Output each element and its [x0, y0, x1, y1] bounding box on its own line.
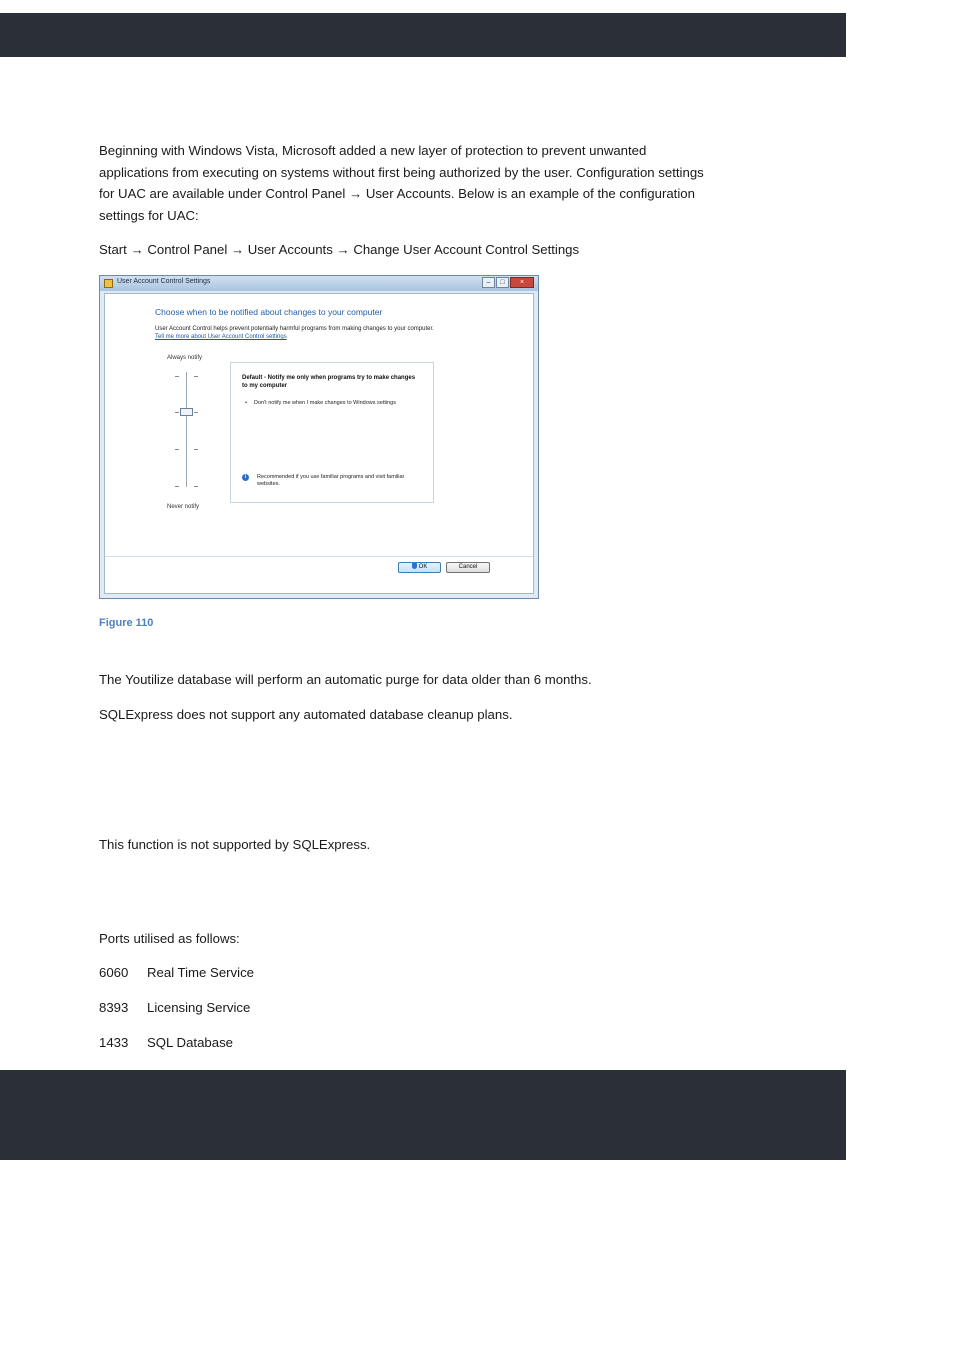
ok-button-label: OK [418, 564, 428, 570]
port-row [99, 1033, 233, 1053]
footer-band [0, 1070, 846, 1160]
slider-tick [175, 486, 179, 487]
footer-separator [105, 556, 533, 557]
slider-tick [175, 412, 179, 413]
ok-button[interactable] [398, 562, 441, 573]
uac-shield-icon [104, 279, 113, 288]
navigation-path: Start → Control Panel → User Accounts → Change User Account Control Settings [99, 242, 580, 257]
shield-icon [412, 563, 417, 569]
port-service: Real Time Service [147, 965, 254, 980]
notify-slider-track[interactable] [186, 372, 187, 487]
slider-tick [175, 449, 179, 450]
sqlexpress-cleanup-paragraph: SQLExpress does not support any automated database cleanup plans. [99, 707, 513, 722]
info-icon: i [242, 474, 249, 481]
setting-bullet-text: Don't notify me when I make changes to Windows settings [254, 400, 396, 406]
bullet-icon: • [245, 400, 247, 406]
window-titlebar [100, 276, 538, 291]
notify-slider-thumb[interactable] [180, 408, 193, 416]
close-icon[interactable]: × [510, 277, 534, 288]
cancel-button-label: Cancel [458, 564, 478, 570]
slider-tick [194, 486, 198, 487]
ports-intro: Ports utilised as follows: [99, 931, 240, 946]
slider-top-label: Always notify [167, 355, 203, 361]
purge-paragraph: The Youtilize database will perform an automatic purge for data older than 6 months. [99, 672, 592, 687]
port-row [99, 963, 254, 983]
port-number: 6060 [99, 965, 129, 980]
slider-tick [194, 412, 198, 413]
slider-bottom-label: Never notify [167, 504, 200, 510]
port-service: Licensing Service [147, 1000, 251, 1015]
setting-description-box [230, 362, 434, 503]
port-number: 8393 [99, 1000, 129, 1015]
port-row [99, 998, 250, 1018]
window-controls [482, 277, 534, 288]
cancel-button[interactable] [446, 562, 490, 573]
intro-paragraph: Beginning with Windows Vista, Microsoft added a new layer of protection to prevent unwanted applications from executing on systems without first being authorized by the user. Configuration settings for UAC are available under Control Panel → User Accounts. Below is an example of the configuration settings for UAC: [99, 143, 704, 223]
recommendation-text: Recommended if you use familiar programs and visit familiar websites. [257, 474, 405, 487]
window-title: User Account Control Settings [117, 278, 211, 285]
header-band [0, 13, 846, 57]
slider-tick [194, 449, 198, 450]
port-number: 1433 [99, 1035, 129, 1050]
figure-caption: Figure 110 [99, 617, 154, 629]
setting-title: Default - Notify me only when programs try to make changes to my computer [242, 375, 416, 389]
function-paragraph: This function is not supported by SQLExpress. [99, 837, 371, 852]
window-client-area [104, 293, 534, 594]
minimize-icon[interactable]: – [482, 277, 495, 288]
uac-settings-screenshot [99, 275, 539, 599]
port-service: SQL Database [147, 1035, 234, 1050]
uac-description: User Account Control helps prevent potentially harmful programs from making changes to your computer. [155, 326, 434, 332]
slider-tick [175, 376, 179, 377]
learn-more-link[interactable]: Tell me more about User Account Control settings [155, 334, 287, 340]
setting-bullet [245, 400, 413, 407]
uac-heading: Choose when to be notified about changes to your computer [155, 307, 383, 317]
slider-tick [194, 376, 198, 377]
maximize-icon[interactable]: □ [496, 277, 509, 288]
